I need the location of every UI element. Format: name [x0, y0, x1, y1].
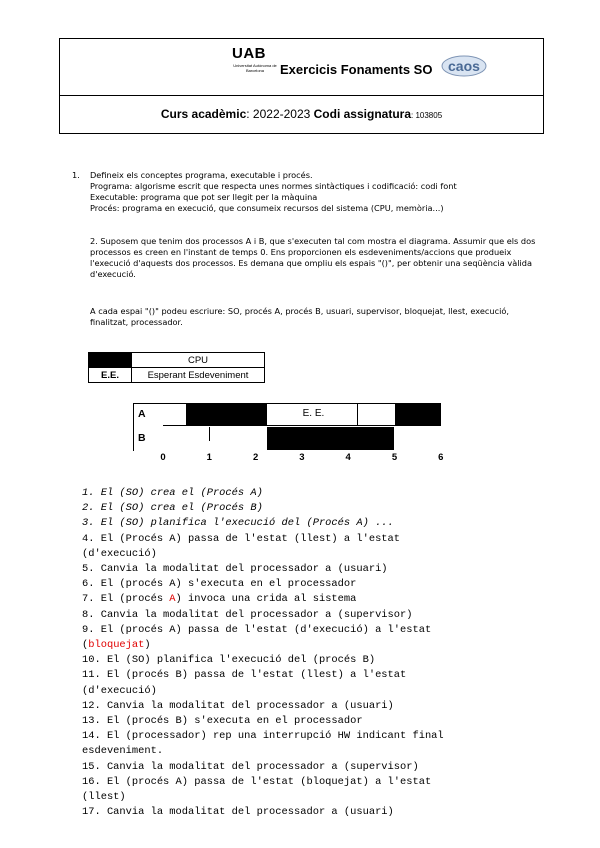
event-step: (d'execució)	[82, 547, 157, 560]
uab-logo-subtitle: Universitat Autònoma de Barcelona	[233, 63, 277, 73]
event-step: 6. El (procés A) s'executa en el processador	[82, 578, 357, 591]
code-label: Codi assignatura	[313, 107, 411, 121]
time-tick-label: 4	[345, 452, 351, 463]
uab-logo-text: UAB	[232, 45, 266, 62]
event-step: 16. El (procés A) passa de l'estat (bloquejat) a l'estat	[82, 775, 432, 788]
event-step: (bloquejat)	[82, 639, 151, 652]
time-tick-label: 0	[160, 452, 166, 463]
legend-ee-label: Esperant Esdeveniment	[132, 368, 265, 383]
time-tick-label: 3	[299, 452, 305, 463]
process-a-cpu-segment	[186, 403, 267, 426]
event-step: 9. El (procés A) passa de l'estat (d'execució) a l'estat	[82, 623, 432, 636]
event-step: esdeveniment.	[82, 745, 164, 758]
header-title-row	[60, 39, 543, 96]
question-2-line: l'execució d'aquests dos processos. Es demana que ompliu els espais "()", per obtenir una seqüència vàlida	[90, 258, 532, 268]
event-step: (llest)	[82, 791, 126, 804]
process-b-cpu-segment	[267, 427, 394, 450]
event-step: 2. El (SO) crea el (Procés B)	[82, 502, 263, 515]
process-a-ee-label: E. E.	[302, 408, 325, 419]
question-2-options	[90, 306, 555, 328]
process-b-tick-mark	[209, 427, 210, 441]
question-2-line: d'execució.	[90, 269, 136, 279]
document-header	[59, 38, 544, 134]
process-a-cpu-segment	[395, 403, 441, 426]
event-step: 17. Canvia la modalitat del processador a (usuari)	[82, 806, 394, 819]
legend-cpu-label: CPU	[132, 353, 265, 368]
event-step: 4. El (Procés A) passa de l'estat (llest) a l'estat	[82, 532, 401, 545]
event-step: 11. El (procés B) passa de l'estat (llest) a l'estat	[82, 669, 407, 682]
question-1-line: Procés: programa en execució, que consumeix recursos del sistema (CPU, memòria...)	[90, 203, 444, 213]
question-2-line: processos es creen en l'instant de temps 0. Ens proporcionen els esdeveniments/accions que produeix	[90, 247, 512, 257]
legend-cpu-swatch	[89, 353, 132, 368]
question-1	[90, 170, 550, 214]
uab-logo	[232, 45, 280, 73]
course-value: : 2022-2023	[246, 107, 314, 121]
course-info	[60, 107, 543, 121]
course-label: Curs acadèmic	[160, 107, 247, 121]
document-title: Exercicis Fonaments SO	[280, 62, 433, 77]
question-1-line: Defineix els conceptes programa, executable i procés.	[90, 170, 313, 180]
time-tick-label: 5	[391, 452, 398, 463]
event-step: (d'execució)	[82, 684, 157, 697]
code-value: : 103805	[411, 111, 443, 120]
event-step: 13. El (procés B) s'executa en el processador	[82, 715, 363, 728]
question-2	[90, 236, 555, 280]
event-step: 5. Canvia la modalitat del processador a (usuari)	[82, 563, 388, 576]
options-line: finalitzat, processador.	[90, 317, 183, 327]
course-info-row	[60, 95, 543, 133]
diagram-legend	[88, 352, 265, 383]
options-line: A cada espai "()" podeu escriure: SO, procés A, procés B, usuari, supervisor, bloquejat, llest, execució,	[90, 306, 509, 316]
process-a-label: A	[138, 408, 146, 420]
event-step: 15. Canvia la modalitat del processador a (supervisor)	[82, 760, 419, 773]
time-tick-label: 1	[206, 452, 212, 463]
question-1-line: Programa: algorisme escrit que respecta unes normes sintàctiques i codificació: codi font	[90, 181, 457, 191]
question-1-line: Executable: programa que pot ser llegit per la màquina	[90, 192, 318, 202]
process-b-label: B	[138, 432, 146, 444]
caos-logo-icon	[438, 51, 490, 79]
event-step: 1. El (SO) crea el (Procés A)	[82, 487, 263, 499]
svg-text:caos: caos	[448, 58, 480, 74]
event-step: 3. El (SO) planifica l'execució del (Procés A) ...	[82, 517, 394, 530]
event-step: 12. Canvia la modalitat del processador a (usuari)	[82, 699, 394, 712]
legend-ee-swatch: E.E.	[89, 368, 132, 383]
highlighted-answer: bloquejat	[88, 639, 145, 652]
event-step: 14. El (processador) rep una interrupció HW indicant final	[82, 730, 444, 743]
event-step: 7. El (procés A) invoca una crida al sistema	[82, 593, 357, 606]
event-step: 10. El (SO) planifica l'execució del (procés B)	[82, 654, 376, 667]
time-tick-label: 6	[438, 452, 444, 463]
question-2-line: 2. Suposem que tenim dos processos A i B, que s'executen tal com mostra el diagrama. Assumir que els dos	[90, 236, 536, 246]
highlighted-answer: A	[169, 593, 176, 606]
time-tick-label: 2	[252, 452, 259, 463]
event-step: 8. Canvia la modalitat del processador a (supervisor)	[82, 608, 413, 621]
question-1-number: 1.	[72, 170, 80, 180]
event-sequence-list	[82, 486, 562, 820]
